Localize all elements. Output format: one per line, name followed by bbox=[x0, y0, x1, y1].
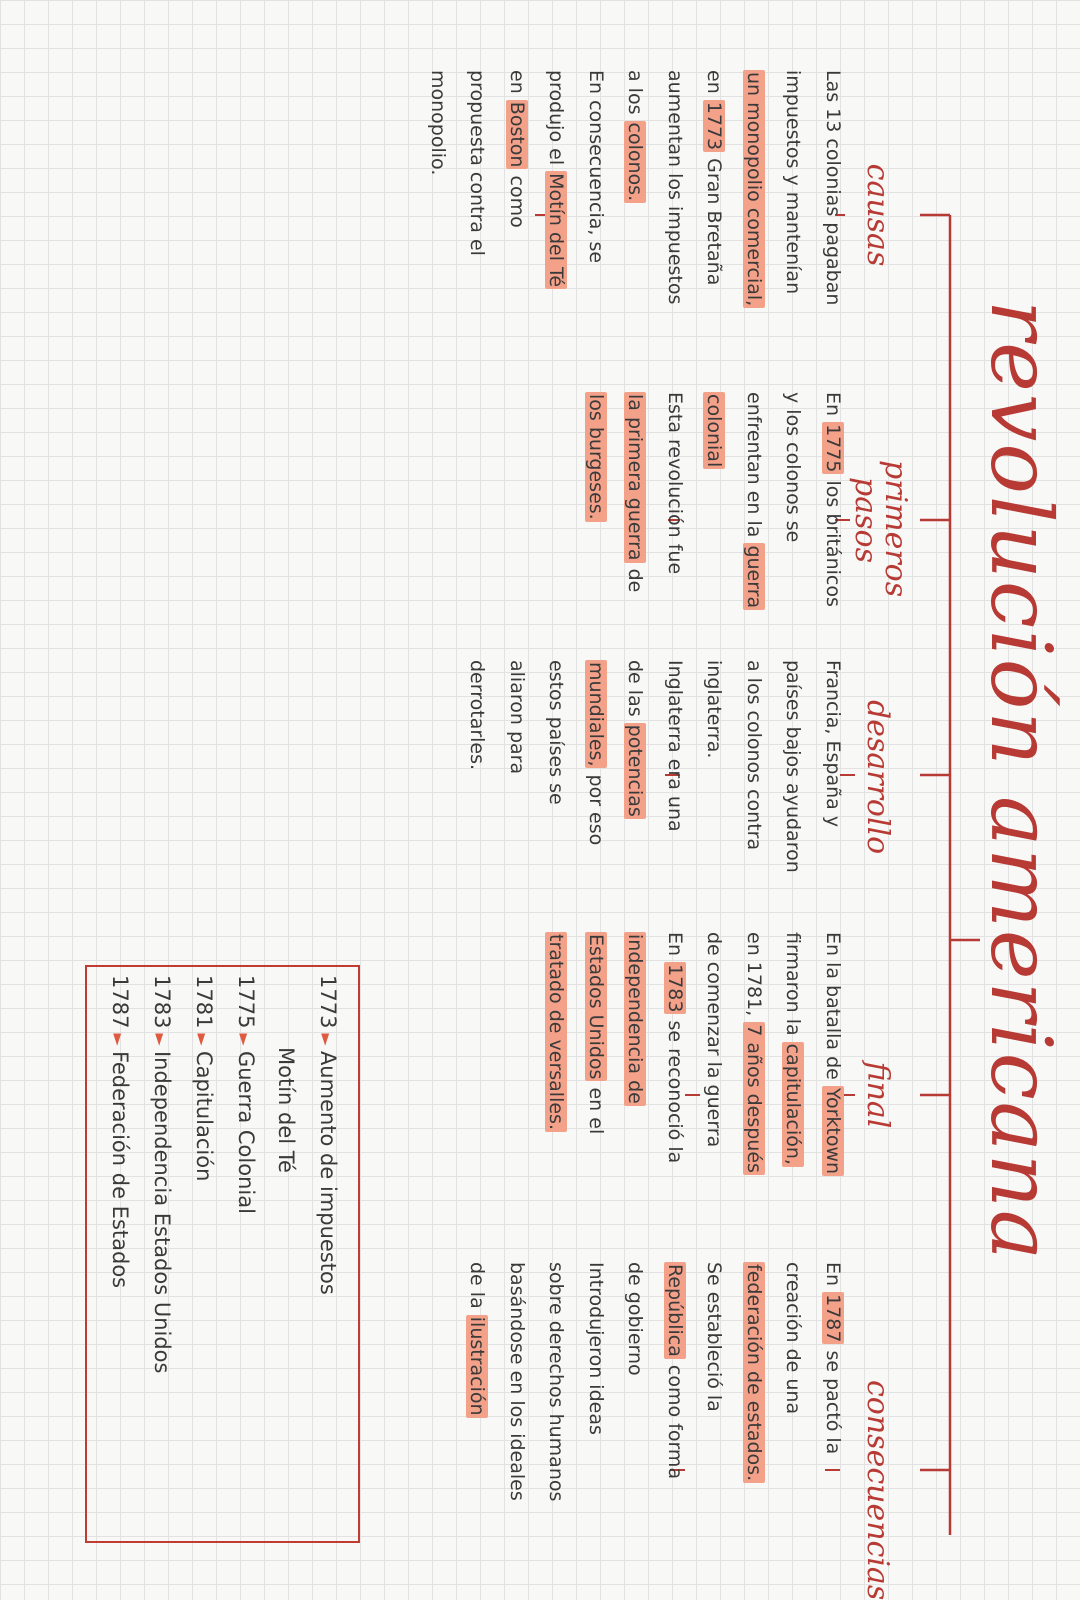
text-line bbox=[734, 392, 774, 610]
text-segment: Inglaterra era una bbox=[664, 660, 686, 832]
text-line bbox=[536, 1262, 576, 1501]
text-line bbox=[694, 1262, 734, 1501]
text-segment: basándose en los ideales bbox=[506, 1262, 528, 1501]
highlighted-text: ilustración bbox=[466, 1316, 489, 1416]
text-line bbox=[773, 660, 813, 873]
text-segment: de la bbox=[466, 1262, 489, 1315]
text-line bbox=[813, 392, 853, 610]
heading-causas: causas bbox=[860, 163, 895, 267]
arrow-icon: ► bbox=[151, 1028, 170, 1051]
text-line bbox=[497, 1262, 537, 1501]
highlighted-text: un monopolio comercial, bbox=[743, 72, 765, 307]
text-line bbox=[576, 1262, 616, 1501]
text-segment: Las 13 colonias pagaban bbox=[822, 70, 844, 306]
heading-desarrollo: desarrollo bbox=[860, 700, 895, 855]
text-line bbox=[576, 70, 616, 308]
text-line bbox=[773, 70, 813, 308]
text-segment: aliaron para bbox=[506, 660, 528, 775]
text-segment: En bbox=[822, 392, 844, 423]
text-segment: firmaron la bbox=[782, 932, 805, 1042]
timeline-item bbox=[306, 975, 348, 1373]
text-segment: En consecuencia, se bbox=[585, 70, 607, 264]
text-line bbox=[655, 70, 695, 308]
text-line bbox=[576, 392, 616, 610]
highlighted-text: República bbox=[664, 1264, 686, 1357]
text-segment: en bbox=[703, 70, 726, 100]
timeline-item bbox=[182, 975, 224, 1373]
text-line bbox=[536, 70, 576, 308]
highlighted-text: Yorktown bbox=[822, 1087, 844, 1175]
text-segment: de las bbox=[624, 660, 647, 723]
highlighted-text: mundiales, bbox=[585, 662, 607, 767]
text-line bbox=[734, 70, 774, 308]
heading-final: final bbox=[860, 1061, 895, 1129]
timeline-list bbox=[98, 975, 348, 1373]
text-segment: Esta revolución fue bbox=[664, 392, 686, 575]
text-line bbox=[497, 660, 537, 873]
highlighted-text: colonial bbox=[703, 394, 726, 468]
text-segment: como bbox=[506, 169, 528, 228]
page-title: revolución americana bbox=[972, 300, 1070, 1262]
text-segment: propuesta contra el bbox=[466, 70, 489, 256]
highlighted-text: Estados Unidos bbox=[585, 934, 607, 1080]
text-segment: aumentan los impuestos bbox=[664, 70, 686, 305]
text-segment: sobre derechos humanos bbox=[545, 1262, 568, 1502]
timeline-text: Guerra Colonial bbox=[234, 1050, 258, 1214]
text-segment: por eso bbox=[585, 768, 607, 846]
text-segment: En la batalla de bbox=[822, 932, 844, 1086]
arrow-icon: ► bbox=[317, 1028, 336, 1051]
text-line bbox=[694, 660, 734, 873]
timeline-item bbox=[266, 975, 306, 1373]
arrow-icon: ► bbox=[109, 1028, 128, 1051]
text-segment: de bbox=[624, 562, 647, 593]
text-segment: creación de una bbox=[782, 1262, 805, 1415]
timeline-year: 1783 bbox=[150, 975, 174, 1029]
text-line bbox=[418, 70, 458, 308]
highlighted-text: Motín del Té bbox=[545, 173, 568, 288]
text-line bbox=[773, 1262, 813, 1501]
text-line bbox=[694, 392, 734, 610]
text-segment: inglaterra. bbox=[703, 660, 726, 759]
highlighted-text: los burgeses. bbox=[585, 394, 607, 520]
text-segment: estos países se bbox=[545, 660, 568, 805]
highlighted-text: potencias bbox=[624, 724, 647, 817]
text-line bbox=[457, 660, 497, 873]
text-segment: países bajos ayudaron bbox=[782, 660, 805, 873]
text-line bbox=[536, 660, 576, 873]
text-line bbox=[813, 660, 853, 873]
text-line bbox=[497, 70, 537, 308]
text-line bbox=[734, 1262, 774, 1501]
text-segment: Introdujeron ideas bbox=[585, 1262, 607, 1435]
text-line bbox=[615, 932, 655, 1176]
timeline-item bbox=[140, 975, 182, 1373]
text-line bbox=[734, 932, 774, 1176]
text-segment: produjo el bbox=[545, 70, 568, 172]
text-segment: Gran Bretaña bbox=[703, 152, 726, 286]
highlighted-text: la primera guerra bbox=[624, 394, 647, 561]
text-line bbox=[576, 660, 616, 873]
timeline-year: 1773 bbox=[316, 975, 340, 1029]
text-line bbox=[615, 70, 655, 308]
primeros-pasos-text bbox=[576, 392, 853, 610]
heading-consecuencias: consecuencias bbox=[860, 1380, 895, 1600]
desarrollo-text bbox=[457, 660, 852, 873]
timeline-text: Independencia Estados Unidos bbox=[150, 1050, 174, 1374]
highlighted-text: 1773 bbox=[703, 101, 726, 151]
text-segment: Se estableció la bbox=[703, 1262, 726, 1412]
text-segment: impuestos y mantenían bbox=[782, 70, 805, 295]
timeline-text: Aumento de impuestos bbox=[316, 1050, 340, 1295]
text-line bbox=[813, 70, 853, 308]
highlighted-text: Boston bbox=[506, 101, 528, 168]
text-line bbox=[536, 932, 576, 1176]
timeline-year: 1787 bbox=[108, 975, 132, 1029]
text-segment: en el bbox=[585, 1081, 607, 1135]
arrow-icon: ► bbox=[235, 1028, 254, 1051]
text-line bbox=[734, 660, 774, 873]
highlighted-text: capitulación, bbox=[782, 1043, 805, 1165]
text-line bbox=[694, 932, 734, 1176]
highlighted-text: tratado de versalles. bbox=[545, 934, 568, 1130]
causas-text bbox=[418, 70, 853, 308]
text-segment: como forma bbox=[664, 1358, 686, 1480]
text-segment: Francia, España y bbox=[822, 660, 844, 828]
text-segment: derrotarles. bbox=[466, 660, 489, 771]
timeline-text: Federación de Estados bbox=[108, 1050, 132, 1289]
highlighted-text: colonos. bbox=[624, 122, 647, 202]
arrow-icon: ► bbox=[193, 1028, 212, 1051]
text-line bbox=[813, 932, 853, 1176]
text-line bbox=[576, 932, 616, 1176]
text-segment: En bbox=[822, 1262, 844, 1293]
text-line bbox=[457, 70, 497, 308]
text-line bbox=[655, 660, 695, 873]
text-segment: a los colonos contra bbox=[743, 660, 765, 851]
final-text bbox=[536, 932, 852, 1176]
text-line bbox=[773, 392, 813, 610]
text-line bbox=[655, 392, 695, 610]
timeline-item bbox=[224, 975, 266, 1373]
heading-primeros-pasos: primeros pasos bbox=[848, 460, 913, 598]
highlighted-text: 1787 bbox=[822, 1294, 844, 1343]
text-segment: en 1781, bbox=[743, 932, 765, 1023]
text-segment: a los bbox=[624, 70, 647, 121]
text-segment: de gobierno bbox=[624, 1262, 647, 1376]
text-line bbox=[773, 932, 813, 1176]
text-segment: enfrentan en la bbox=[743, 392, 765, 544]
consecuencias-text bbox=[457, 1262, 852, 1501]
text-segment: se pactó la bbox=[822, 1344, 844, 1455]
text-line bbox=[615, 392, 655, 610]
text-segment: y los colonos se bbox=[782, 392, 805, 543]
text-segment: se reconoció la bbox=[664, 1014, 686, 1164]
text-line bbox=[813, 1262, 853, 1501]
highlighted-text: federación de estados. bbox=[743, 1264, 765, 1482]
highlighted-text: 7 años después bbox=[743, 1024, 765, 1173]
timeline-year: 1775 bbox=[234, 975, 258, 1029]
highlighted-text: 1783 bbox=[664, 964, 686, 1013]
highlighted-text: 1775 bbox=[822, 424, 844, 473]
timeline-text: Capitulación bbox=[192, 1050, 216, 1182]
timeline-item bbox=[98, 975, 140, 1373]
text-line bbox=[615, 1262, 655, 1501]
timeline-year: 1781 bbox=[192, 975, 216, 1029]
highlighted-text: independencia de bbox=[624, 934, 647, 1104]
text-segment: monopolio. bbox=[427, 70, 449, 176]
text-line bbox=[655, 1262, 695, 1501]
text-line bbox=[457, 1262, 497, 1501]
text-segment: de comenzar la guerra bbox=[703, 932, 726, 1148]
text-line bbox=[694, 70, 734, 308]
highlighted-text: guerra bbox=[743, 545, 765, 609]
timeline-text: Motín del Té bbox=[274, 1047, 298, 1173]
text-segment: en bbox=[506, 70, 528, 100]
text-line bbox=[655, 932, 695, 1176]
text-segment: los británicos bbox=[822, 474, 844, 607]
text-segment: En bbox=[664, 932, 686, 963]
text-line bbox=[615, 660, 655, 873]
